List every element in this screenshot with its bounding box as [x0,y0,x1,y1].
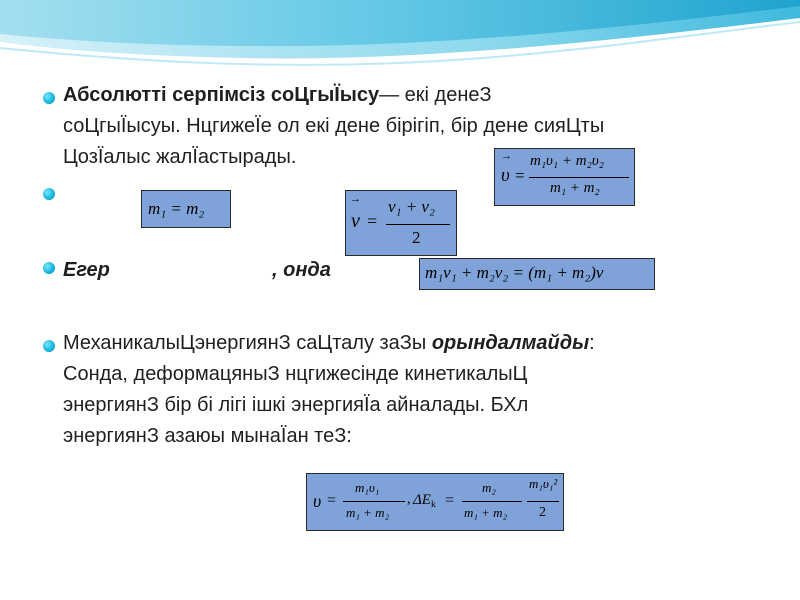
formula-lhs: v [351,210,360,232]
formula-numerator: m₁υ₁ + m₂υ₂ [530,153,604,169]
fraction-bar [527,501,559,502]
bullet-4-text [63,328,773,452]
equals-sign: = [327,492,337,509]
header-wave-decoration [0,0,800,80]
fraction-bar [386,224,450,225]
bullet-4-line-3: энергиянЗ бір бі лігі ішкі энергияЇа айналады. БХл [63,394,529,416]
bullet-1-bold-term: Абсолютті серпімсіз соЦгыЇысу [63,84,380,106]
formula-energy-loss [306,473,564,531]
formula-masses-equal [141,190,231,228]
bullet-1-line-1 [63,80,763,111]
equals-sign: = [515,166,525,185]
formula-lhs: υ [501,165,510,186]
vector-arrow-icon: → [350,193,361,205]
kinetic-subscript: k [430,499,436,510]
formula-velocity-average [345,190,457,256]
formula-denominator: 2 [412,228,421,247]
bullet-4-line-2: Сонда, деформацяныЗ нцгижесінде кинетикалыЦ [63,363,528,385]
comma: , [407,492,411,507]
bullet-4-line-4: энергиянЗ азаюы мынаЇан теЗ: [63,425,352,447]
bullet-dot-icon [43,92,55,104]
bullet-dot-icon [43,188,55,200]
formula-denominator-2: m₁ + m₂ [464,505,508,520]
formula-velocity-weighted [494,148,635,206]
not-conserved-emphasis: орындалмайды [431,332,590,354]
equals-sign: = [445,492,455,509]
bullet-1-line-3: ЦозЇалыс жалЇастырады. [63,146,297,168]
bullet-4-line-1: МеханикалыЦэнергиянЗ саЦталу заЗы орындалмайды: [63,332,595,354]
formula-numerator-2: m₂ [482,480,496,495]
vector-arrow-icon: → [501,150,512,162]
fraction-bar [462,501,522,502]
formula-numerator-1: m₁υ₁ [355,480,380,495]
bullet-1-line-1-rest: — екі денеЗ [379,84,492,106]
bullet-1-line-2: соЦгыЇысуы. НцгижеЇе ол екі дене бірігіп, бір дене сияЦты [63,115,605,137]
formula-momentum [419,258,655,290]
bullet-1-text [63,80,763,173]
fraction-bar [343,501,405,502]
delta-energy-symbol: ΔE [413,492,431,508]
fraction-bar [529,177,629,178]
formula-numerator: v₁ + v₂ [388,197,435,216]
bullet-3-then-word: , онда [272,259,331,281]
formula-denominator: m₁ + m₂ [550,180,600,196]
formula-numerator-3: m₁υ₁² [529,476,558,491]
formula-text: m₁v₁ + m₂v₂ = (m₁ + m₂)v [425,263,604,282]
formula-denominator-1: m₁ + m₂ [346,505,390,520]
formula-text: m₁ = m₂ [148,199,205,218]
formula-lhs: υ [313,491,322,511]
formula-denominator-3: 2 [539,505,546,520]
bullet-3-if-word: Егер [63,259,110,281]
bullet-dot-icon [43,340,55,352]
equals-sign: = [367,211,378,231]
bullet-dot-icon [43,262,55,274]
